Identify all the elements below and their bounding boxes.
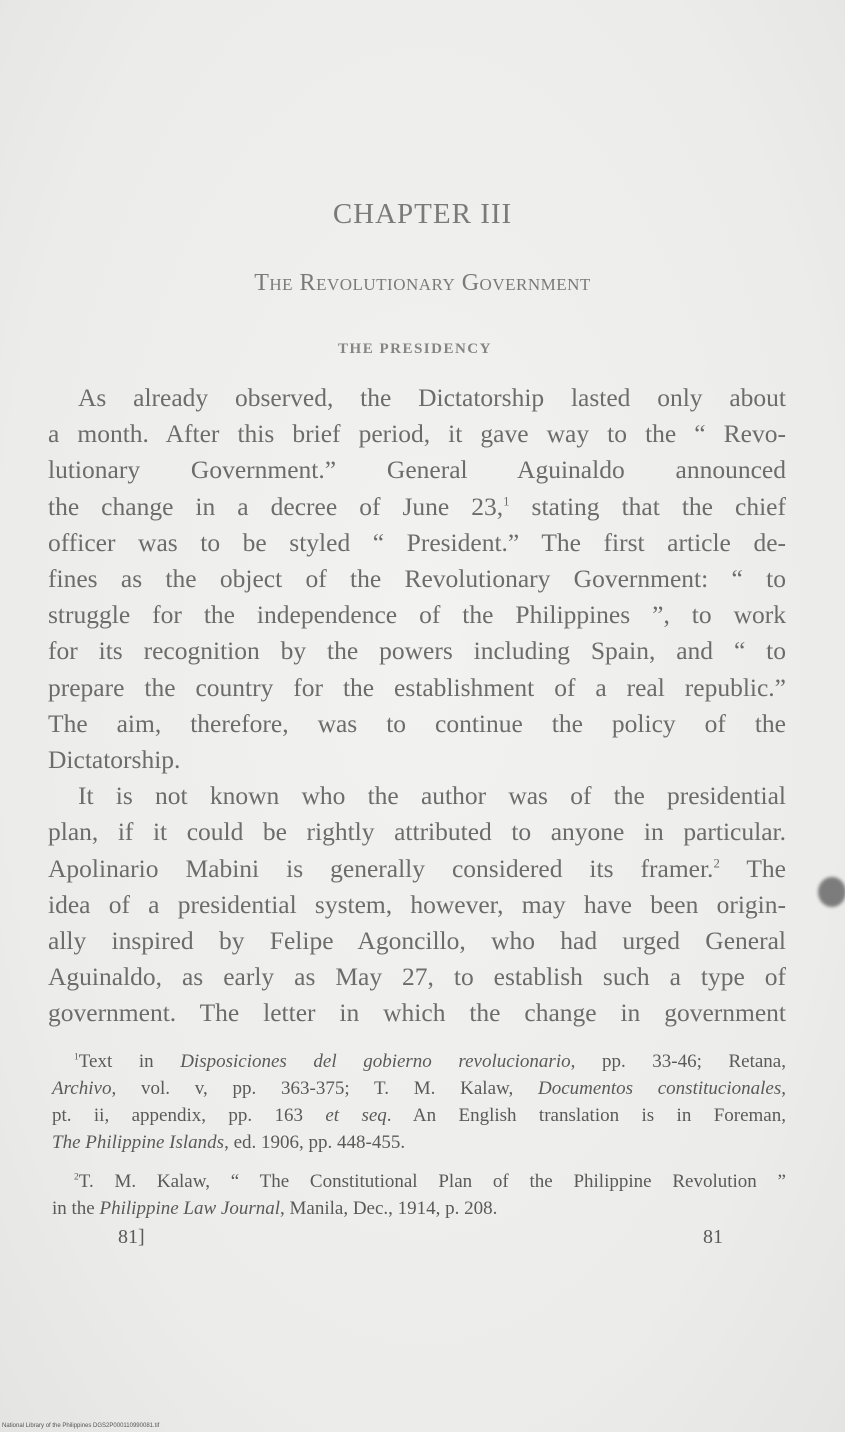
section-heading: THE PRESIDENCY [338, 341, 492, 357]
text-segment: the change in a decree of June 23, [48, 491, 504, 521]
text-line: The aim, therefore, was to continue the policy of the [48, 708, 786, 738]
footnote-ref-2[interactable]: 2 [713, 856, 720, 871]
chapter-title: The Revolutionary Government [254, 270, 591, 296]
text-line: for its recognition by the powers including Spain, and “ to [48, 636, 786, 666]
text-line: struggle for the independence of the Philippines ”, to work [48, 600, 786, 630]
footnotes [52, 1048, 786, 1234]
footnote-line [52, 1129, 786, 1156]
footnote-2 [52, 1168, 786, 1222]
text-line [48, 489, 786, 525]
text-line: Dictatorship. [48, 745, 181, 775]
italic-text: et seq [325, 1105, 387, 1126]
footnote-line [52, 1168, 786, 1195]
scan-footer-label: National Library of the Philippines DGS2P000110990081.tif [2, 1423, 160, 1429]
paragraph-2 [48, 778, 786, 1031]
paragraph-1 [48, 380, 786, 778]
italic-title: Philippine Law Journal [99, 1198, 280, 1219]
text-segment: stating that the chief [509, 491, 786, 521]
chapter-number: CHAPTER III [332, 198, 513, 230]
page-number-right: 81 [703, 1226, 723, 1248]
body-text [48, 380, 786, 1032]
text-segment: , pp. 33-46; Retana, [570, 1051, 786, 1072]
text-segment: Text in [78, 1051, 181, 1072]
scan-mark-dot [818, 877, 845, 907]
text-segment: . An English translation is in Foreman, [386, 1105, 786, 1126]
text-segment: , [781, 1078, 786, 1099]
text-line: plan, if it could be rightly attributed to anyone in particular. [48, 817, 786, 847]
text-segment: Apolinario Mabini is generally considered its framer. [48, 853, 714, 883]
footnote-mark: 1 [74, 1052, 79, 1063]
text-line: ally inspired by Felipe Agoncillo, who had urged General [48, 926, 786, 956]
text-segment: , ed. 1906, pp. 448-455. [224, 1132, 406, 1153]
italic-title: Archivo [52, 1078, 112, 1099]
footnote-1 [52, 1048, 786, 1156]
text-segment: pt. ii, appendix, pp. 163 [52, 1105, 326, 1126]
footnote-mark: 2 [74, 1172, 79, 1183]
footnote-line [52, 1195, 786, 1222]
footnote-line [52, 1102, 786, 1129]
text-segment: , Manila, Dec., 1914, p. 208. [280, 1198, 498, 1219]
text-line: prepare the country for the establishment of a real republic.” [48, 672, 786, 702]
text-segment: T. M. Kalaw, “ The Constitutional Plan of the Philippine Revolution ” [78, 1171, 786, 1192]
footnote-ref-1[interactable]: 1 [503, 494, 510, 509]
text-line [48, 851, 786, 887]
text-segment: The [719, 853, 786, 883]
italic-title: Documentos constitucionales [538, 1078, 782, 1099]
italic-title: Disposiciones del gobierno revolucionario [180, 1051, 571, 1072]
text-line: idea of a presidential system, however, may have been origin- [48, 889, 786, 919]
text-line: It is not known who the author was of the presidential [78, 781, 786, 811]
footnote-line [52, 1075, 786, 1102]
text-line: Aguinaldo, as early as May 27, to establish such a type of [48, 962, 786, 992]
text-line: As already observed, the Dictatorship lasted only about [78, 383, 786, 412]
text-line: a month. After this brief period, it gave way to the “ Revo- [48, 419, 786, 449]
text-line: lutionary Government.” General Aguinaldo announced [48, 455, 786, 485]
text-line: government. The letter in which the change in government [48, 998, 786, 1028]
text-segment: in the [52, 1198, 100, 1219]
text-segment: , vol. v, pp. 363-375; T. M. Kalaw, [111, 1078, 539, 1099]
italic-title: The Philippine Islands [52, 1132, 225, 1153]
footnote-line [52, 1048, 786, 1075]
page-number-left: 81] [118, 1226, 145, 1248]
text-line: officer was to be styled “ President.” The first article de- [48, 527, 786, 557]
text-line: fines as the object of the Revolutionary Government: “ to [48, 564, 786, 594]
